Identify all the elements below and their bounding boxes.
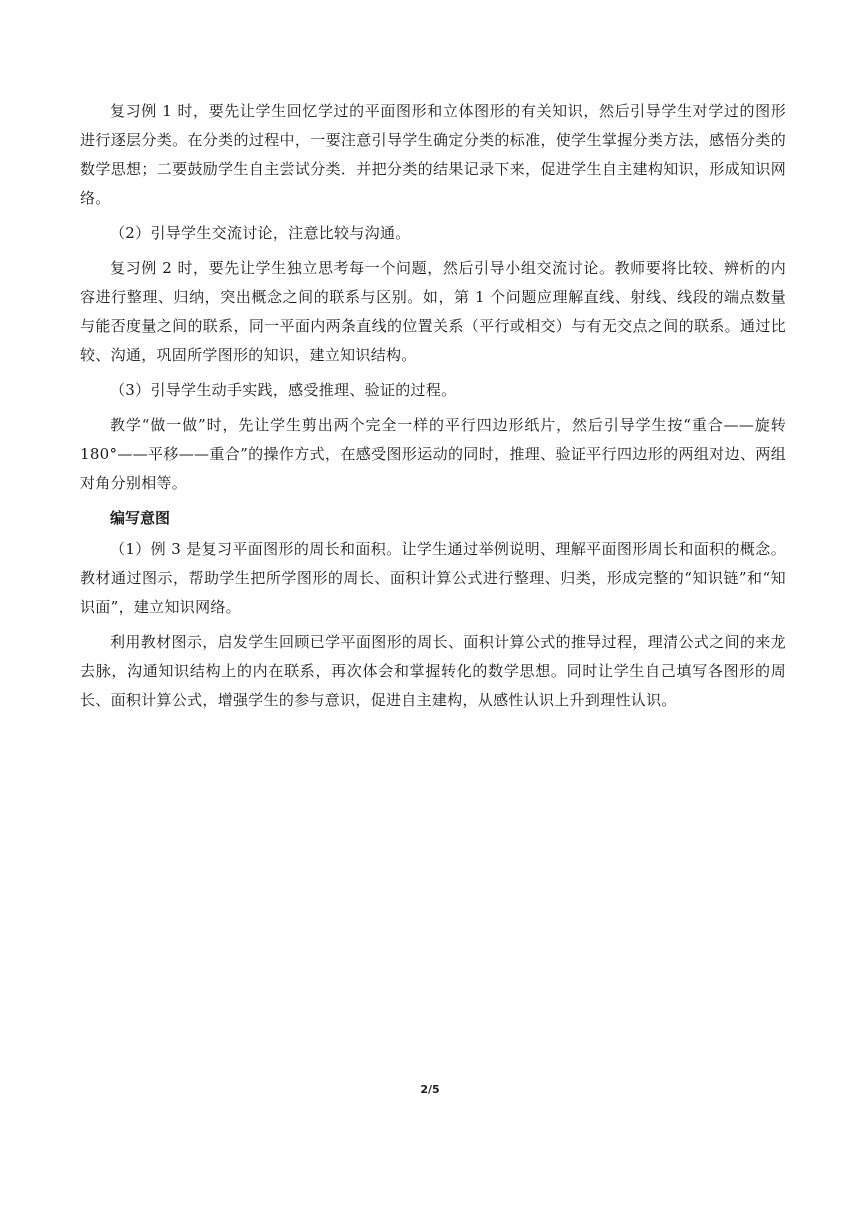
paragraph-review-example-1: 复习例 1 时，要先让学生回忆学过的平面图形和立体图形的有关知识，然后引导学生对学过的图形进行逐层分类。在分类的过程中，一要注意引导学生确定分类的标准，使学生掌握分类方法，感悟分类的数学思想；二要鼓励学生自主尝试分类．并把分类的结果记录下来，促进学生自主建构知识，形成知识网络。 (80, 102, 786, 207)
paragraph-practice-heading: （3）引导学生动手实践，感受推理、验证的过程。 (110, 381, 457, 399)
paragraph-textbook-diagram: 利用教材图示，启发学生回顾已学平面图形的周长、面积计算公式的推导过程，理清公式之间的来龙去脉，沟通知识结构上的内在联系，再次体会和掌握转化的数学思想。同时让学生自己填写各图形的周长、面积计算公式，增强学生的参与意识，促进自主建构，从感性认识上升到理性认识。 (80, 633, 786, 709)
page-number: 2/5 (420, 1083, 440, 1096)
paragraph-example-3: （1）例 3 是复习平面图形的周长和面积。让学生通过举例说明、理解平面图形周长和面积的概念。教材通过图示，帮助学生把所学图形的周长、面积计算公式进行整理、归类，形成完整的“知识链”和“知识面”，建立知识网络。 (80, 540, 786, 616)
paragraph-do-it-activity: 教学“做一做”时，先让学生剪出两个完全一样的平行四边形纸片，然后引导学生按“重合——旋转 180°——平移——重合”的操作方式，在感受图形运动的同时，推理、验证平行四边形的两组对边、两组对角分别相等。 (80, 416, 786, 492)
paragraph-discussion-heading: （2）引导学生交流讨论，注意比较与沟通。 (110, 224, 411, 242)
page-content (80, 97, 786, 721)
section-heading-writing-intent: 编写意图 (110, 509, 171, 527)
paragraph-review-example-2: 复习例 2 时，要先让学生独立思考每一个问题，然后引导小组交流讨论。教师要将比较、辨析的内容进行整理、归纳，突出概念之间的联系与区别。如，第 1 个问题应理解直线、射线、线段的端点数量与能否度量之间的联系，同一平面内两条直线的位置关系（平行或相交）与有无交点之间的联系。通过比较、沟通，巩固所学图形的知识，建立知识结构。 (80, 259, 786, 364)
